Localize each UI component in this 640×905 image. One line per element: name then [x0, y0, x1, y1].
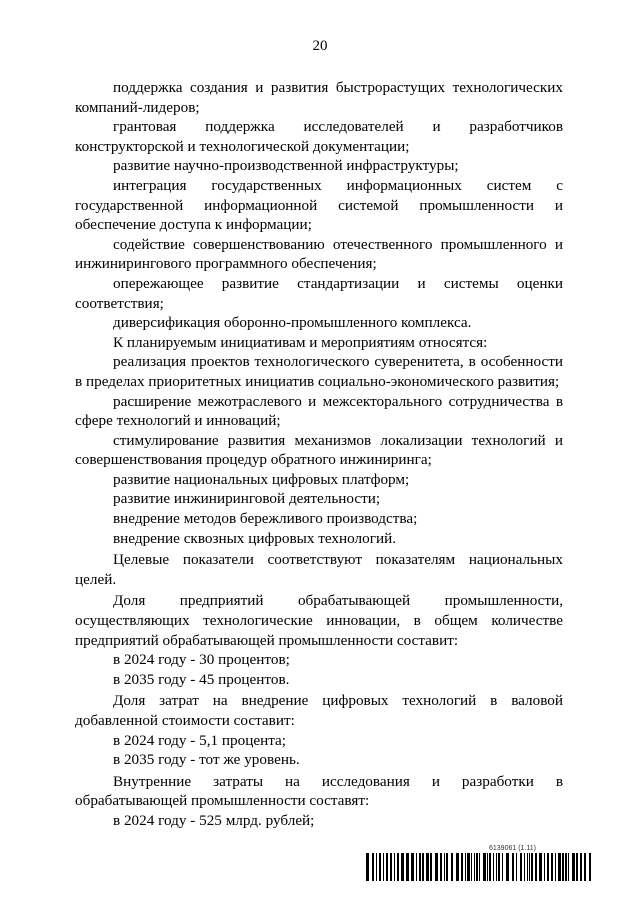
paragraph: опережающее развитие стандартизации и системы оценки соответствия;	[75, 274, 563, 312]
paragraph: развитие инжиниринговой деятельности;	[113, 490, 381, 508]
paragraph: в 2024 году - 525 млрд. рублей;	[113, 811, 315, 829]
paragraph: в 2024 году - 30 процентов;	[113, 651, 290, 669]
paragraph: Целевые показатели соответствуют показателям национальных целей.	[75, 551, 563, 588]
paragraph: К планируемым инициативам и мероприятиям относятся:	[113, 333, 488, 351]
paragraph: Доля предприятий обрабатывающей промышленности, осуществляющих технологические инновации, в общем количестве предприятий обрабатывающей промышленности составит:	[75, 592, 563, 649]
paragraph: стимулирование развития механизмов локализации технологий и совершенствования процедур обратного инжиниринга;	[75, 431, 563, 469]
paragraph: внедрение сквозных цифровых технологий.	[113, 529, 396, 547]
paragraph: содействие совершенствованию отечественного промышленного и инжинирингового программного обеспечения;	[75, 235, 563, 273]
paragraph: в 2024 году - 5,1 процента;	[113, 731, 286, 749]
paragraph: поддержка создания и развития быстрорастущих технологических компаний-лидеров;	[75, 79, 563, 116]
paragraph: расширение межотраслевого и межсекторального сотрудничества в сфере технологий и инноваций;	[75, 392, 563, 430]
paragraph: развитие научно-производственной инфраструктуры;	[113, 157, 459, 175]
paragraph: Внутренние затраты на исследования и разработки в обрабатывающей промышленности составят:	[75, 772, 563, 810]
paragraph: в 2035 году - 45 процентов.	[113, 670, 290, 688]
paragraph: реализация проектов технологического суверенитета, в особенности в пределах приоритетных инициатив социально-экономического развития;	[75, 353, 563, 390]
document-id: 6139061 (1.11)	[489, 845, 536, 852]
paragraph: развитие национальных цифровых платформ;	[113, 470, 410, 488]
paragraph: внедрение методов бережливого производства;	[113, 510, 418, 528]
barcode	[366, 853, 594, 881]
paragraph: интеграция государственных информационных систем с государственной информационной системой промышленности и обеспечение доступа к информации;	[75, 176, 563, 234]
document-body	[75, 78, 563, 831]
paragraph: в 2035 году - тот же уровень.	[113, 751, 300, 769]
page-number: 20	[312, 38, 328, 54]
paragraph: Доля затрат на внедрение цифровых технологий в валовой добавленной стоимости составит:	[75, 692, 563, 729]
paragraph: грантовая поддержка исследователей и разработчиков конструкторской и технологической документации;	[75, 118, 563, 155]
paragraph: диверсификация оборонно-промышленного комплекса.	[113, 314, 472, 332]
